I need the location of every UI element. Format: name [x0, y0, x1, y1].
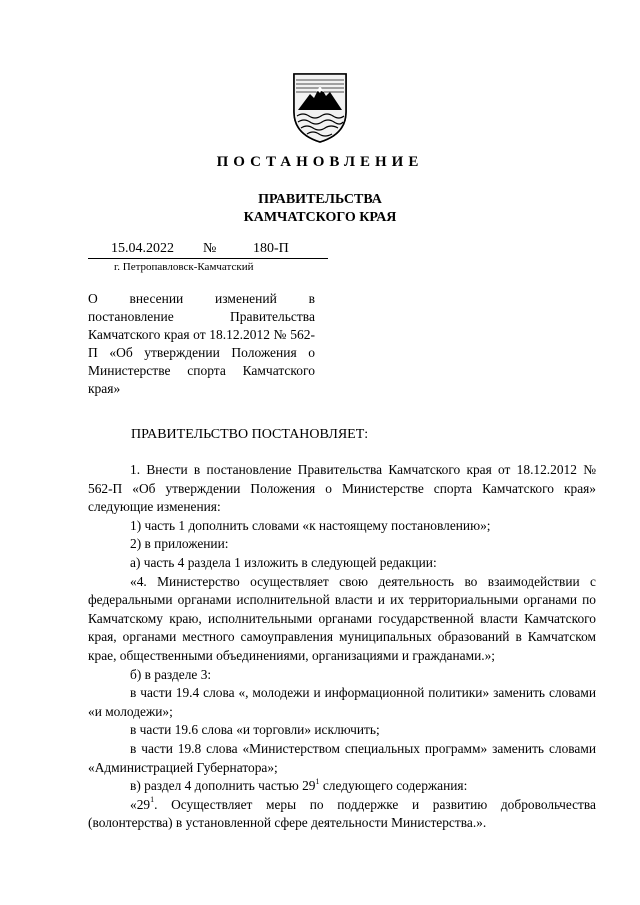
paragraph-text: следующего содержания: [319, 778, 468, 794]
body-paragraph [88, 796, 596, 833]
body-paragraph: б) в разделе 3: [130, 666, 212, 682]
document-date: 15.04.2022 [111, 241, 174, 256]
paragraph-text: «29 [130, 796, 151, 812]
body-paragraph: «4. Министерство осуществляет свою деятельность во взаимодействии с федеральными органами исполнительной власти и их территориальными органами по Камчатскому краю, исполнительными органами государственной власти Камчатского края, органами местного самоуправления муниципальных образований в Камчатском крае, общественными объединениями, организациями и гражданами.»; [88, 573, 596, 663]
issuing-authority-line-2: КАМЧАТСКОГО КРАЯ [243, 210, 397, 225]
document-subject: О внесении изменений в постановление Правительства Камчатского края от 18.12.2012 № 562-П «Об утверждении Положения о Министерстве спорта Камчатского края» [88, 291, 315, 396]
place-of-issue: г. Петропавловск-Камчатский [114, 261, 254, 273]
document-type-title: ПОСТАНОВЛЕНИЕ [216, 154, 424, 170]
body-paragraph: в части 19.6 слова «и торговли» исключить; [130, 722, 380, 738]
paragraph-text: . Осуществляет меры по поддержке и развитию добровольчества (волонтерства) в установленной сфере деятельности Министерства.». [88, 796, 596, 831]
body-paragraph [88, 777, 596, 796]
superscript: 1 [315, 776, 320, 786]
body-paragraph: 2) в приложении: [130, 536, 229, 552]
body-paragraph: в части 19.8 слова «Министерством специальных программ» заменить словами «Администрацией Губернатора»; [88, 740, 596, 775]
issuing-authority [0, 191, 640, 227]
issuing-authority-line-1: ПРАВИТЕЛЬСТВА [258, 192, 382, 207]
body-paragraph: 1. Внести в постановление Правительства Камчатского края от 18.12.2012 № 562-П «Об утверждении Положения о Министерстве спорта Камчатского края» следующие изменения: [88, 462, 596, 515]
number-sign: № [203, 241, 217, 256]
body-paragraph: а) часть 4 раздела 1 изложить в следующей редакции: [130, 554, 437, 570]
superscript: 1 [150, 795, 155, 805]
paragraph-text: в) раздел 4 дополнить частью 29 [130, 778, 316, 794]
date-number-line [88, 241, 328, 259]
document-body [88, 461, 596, 833]
kamchatka-coat-of-arms-icon [290, 72, 350, 144]
body-paragraph: в части 19.4 слова «, молодежи и информационной политики» заменить словами «и молодежи»; [88, 685, 596, 719]
body-paragraph: 1) часть 1 дополнить словами «к настоящему постановлению»; [130, 517, 491, 533]
document-number: 180-П [253, 241, 289, 256]
decree-heading: ПРАВИТЕЛЬСТВО ПОСТАНОВЛЯЕТ: [131, 427, 369, 442]
underline [88, 258, 328, 259]
